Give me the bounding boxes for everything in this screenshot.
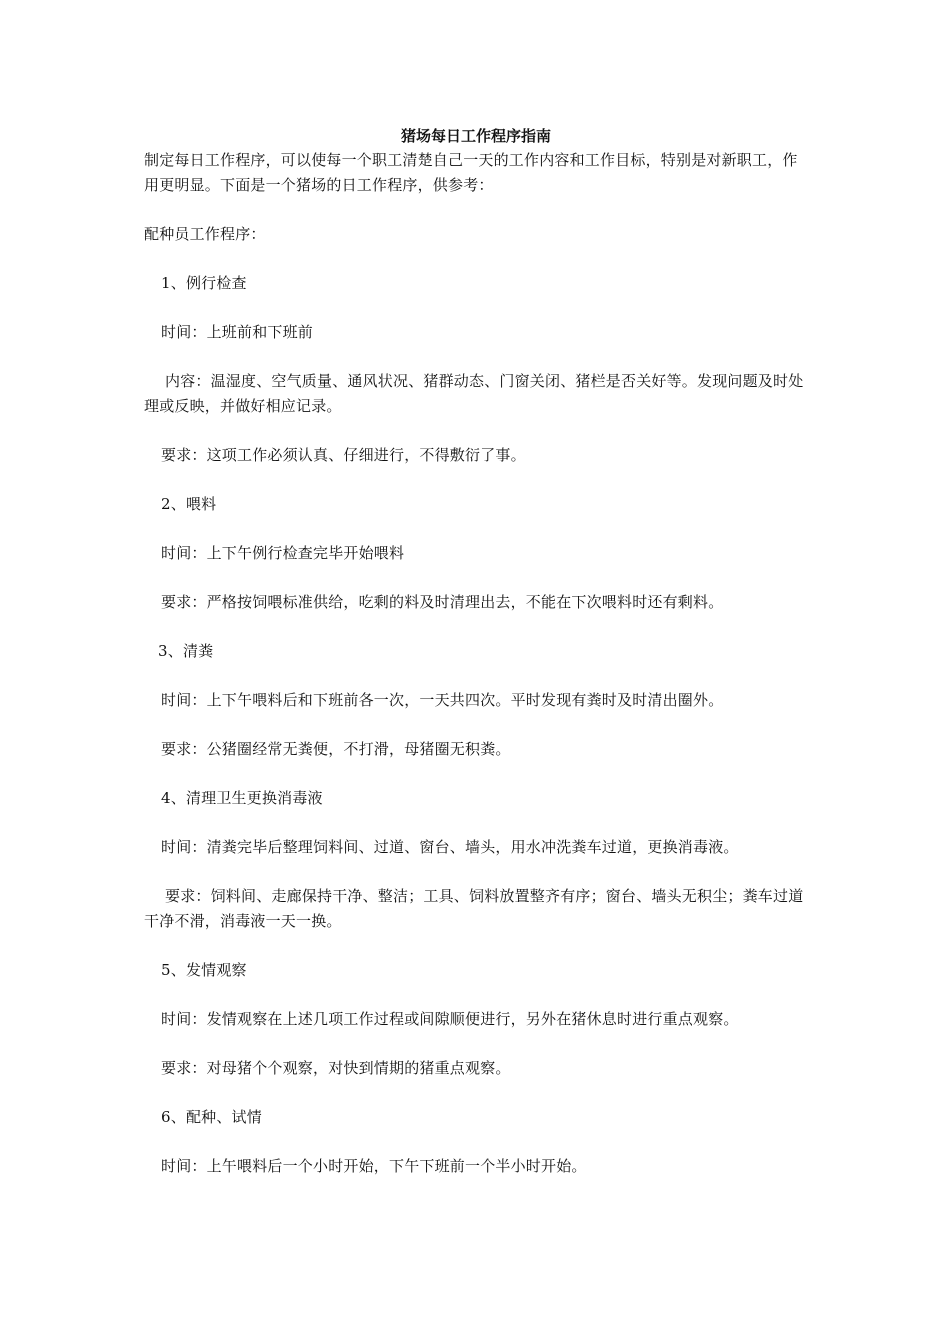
section-heading: 配种员工作程序： (144, 225, 266, 243)
item-heading: 1、例行检查 (161, 274, 247, 292)
item-time: 时间：上班前和下班前 (161, 323, 314, 341)
item-time: 时间：上午喂料后一个小时开始，下午下班前一个半小时开始。 (161, 1157, 587, 1175)
item-time: 时间：上下午例行检查完毕开始喂料 (161, 544, 405, 562)
item-requirement: 要求：对母猪个个观察，对快到情期的猪重点观察。 (161, 1059, 511, 1077)
item-time: 时间：清粪完毕后整理饲料间、过道、窗台、墙头，用水冲洗粪车过道，更换消毒液。 (161, 838, 739, 856)
item-requirement: 要求：饲料间、走廊保持干净、整洁；工具、饲料放置整齐有序；窗台、墙头无积尘；粪车过道干净不滑，消毒液一天一换。 (144, 887, 804, 930)
item-time: 时间：发情观察在上述几项工作过程或间隙顺便进行，另外在猪休息时进行重点观察。 (161, 1010, 739, 1028)
item-heading: 6、配种、试情 (161, 1108, 262, 1126)
item-content: 内容：温湿度、空气质量、通风状况、猪群动态、门窗关闭、猪栏是否关好等。发现问题及时处理或反映，并做好相应记录。 (144, 372, 804, 415)
item-heading: 4、清理卫生更换消毒液 (161, 789, 323, 807)
item-requirement: 要求：严格按饲喂标准供给，吃剩的料及时清理出去，不能在下次喂料时还有剩料。 (161, 593, 724, 611)
item-heading: 3、清粪 (158, 642, 214, 660)
intro-paragraph: 制定每日工作程序，可以使每一个职工清楚自己一天的工作内容和工作目标，特别是对新职工，作用更明显。下面是一个猪场的日工作程序，供参考： (144, 151, 798, 194)
item-time: 时间：上下午喂料后和下班前各一次，一天共四次。平时发现有粪时及时清出圈外。 (161, 691, 724, 709)
document-title: 猪场每日工作程序指南 (400, 127, 551, 145)
document-body (144, 124, 808, 1179)
item-requirement: 要求：这项工作必须认真、仔细进行，不得敷衍了事。 (161, 446, 526, 464)
item-heading: 2、喂料 (161, 495, 217, 513)
item-heading: 5、发情观察 (161, 961, 247, 979)
item-requirement: 要求：公猪圈经常无粪便，不打滑，母猪圈无积粪。 (161, 740, 511, 758)
